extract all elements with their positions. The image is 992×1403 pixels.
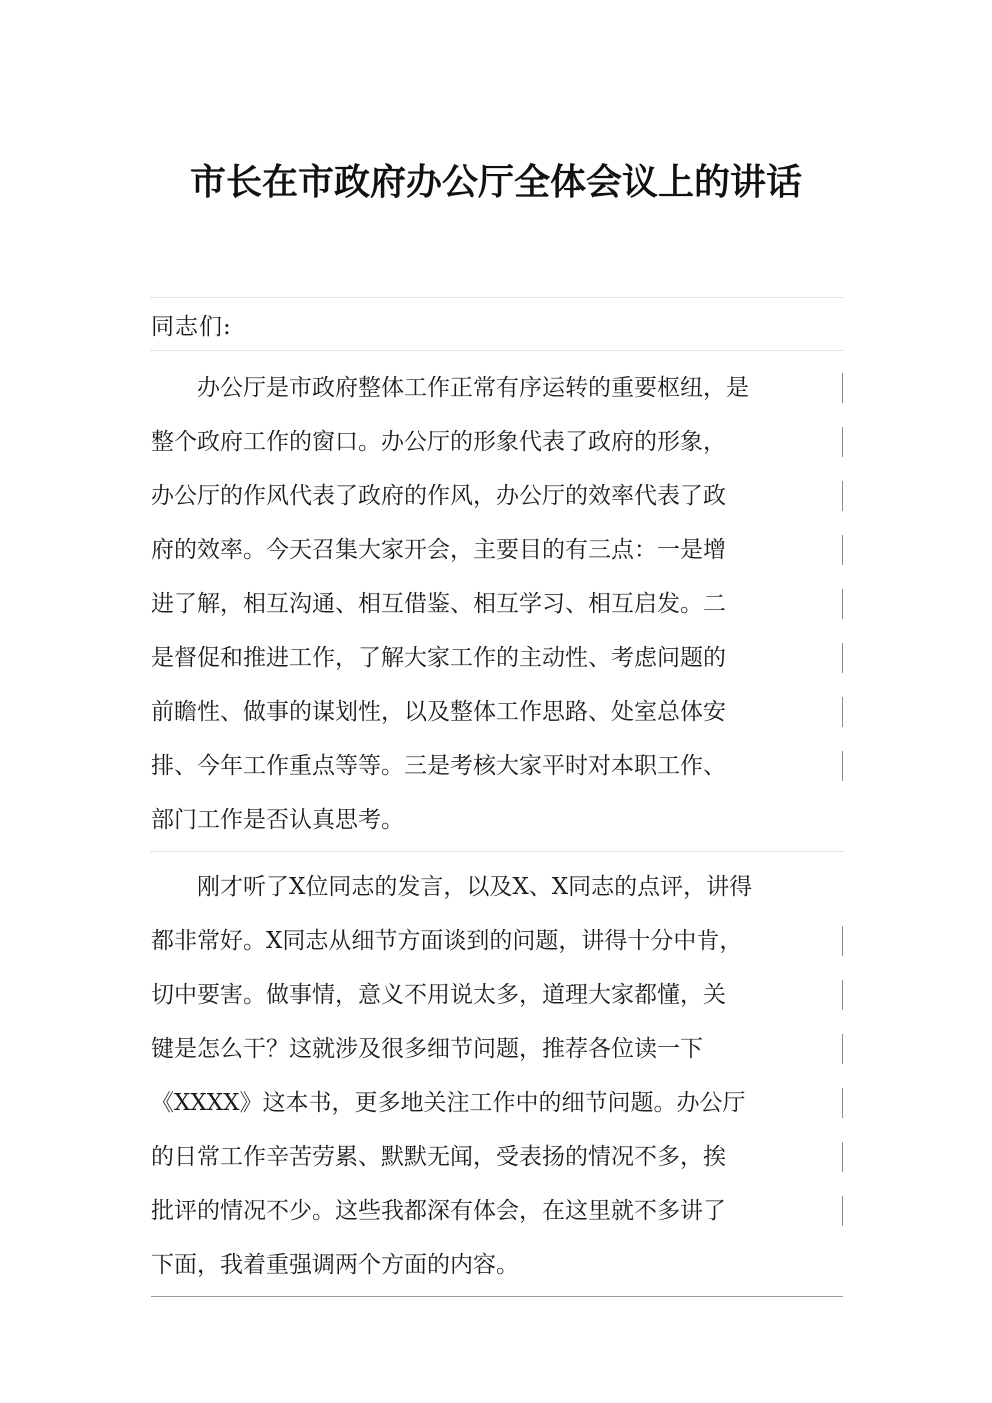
text-line: 批评的情况不少。这些我都深有体会，在这里就不多讲了 [151, 1184, 843, 1238]
text-line: 府的效率。今天召集大家开会，主要目的有三点：一是增 [151, 523, 843, 577]
text-line: 的日常工作辛苦劳累、默默无闻，受表扬的情况不多，挨 [151, 1130, 843, 1184]
text-line: 整个政府工作的窗口。办公厅的形象代表了政府的形象， [151, 415, 843, 469]
text-line: 《XXXX》这本书，更多地关注工作中的细节问题。办公厅 [151, 1076, 843, 1130]
paragraph-2 [151, 860, 843, 1297]
paragraph-1 [151, 361, 843, 852]
text-line: 是督促和推进工作，了解大家工作的主动性、考虑问题的 [151, 631, 843, 685]
text-line: 办公厅是市政府整体工作正常有序运转的重要枢纽，是 [151, 361, 843, 415]
text-line: 都非常好。X同志从细节方面谈到的问题，讲得十分中肯， [151, 914, 843, 968]
text-line: 部门工作是否认真思考。 [151, 807, 404, 833]
text-line: 进了解，相互沟通、相互借鉴、相互学习、相互启发。二 [151, 577, 843, 631]
document-title: 市长在市政府办公厅全体会议上的讲话 [189, 161, 802, 203]
text-line: 办公厅的作风代表了政府的作风，办公厅的效率代表了政 [151, 469, 843, 523]
text-line: 下面，我着重强调两个方面的内容。 [151, 1252, 519, 1278]
text-line: 键是怎么干？这就涉及很多细节问题，推荐各位读一下 [151, 1022, 843, 1076]
document-body [151, 297, 843, 1297]
text-line: 切中要害。做事情，意义不用说太多，道理大家都懂，关 [151, 968, 843, 1022]
greeting-line: 同志们: [151, 297, 843, 351]
text-line: 排、今年工作重点等等。三是考核大家平时对本职工作、 [151, 739, 843, 793]
text-line: 前瞻性、做事的谋划性，以及整体工作思路、处室总体安 [151, 685, 843, 739]
text-line: 刚才听了X位同志的发言，以及X、X同志的点评，讲得 [151, 874, 753, 900]
